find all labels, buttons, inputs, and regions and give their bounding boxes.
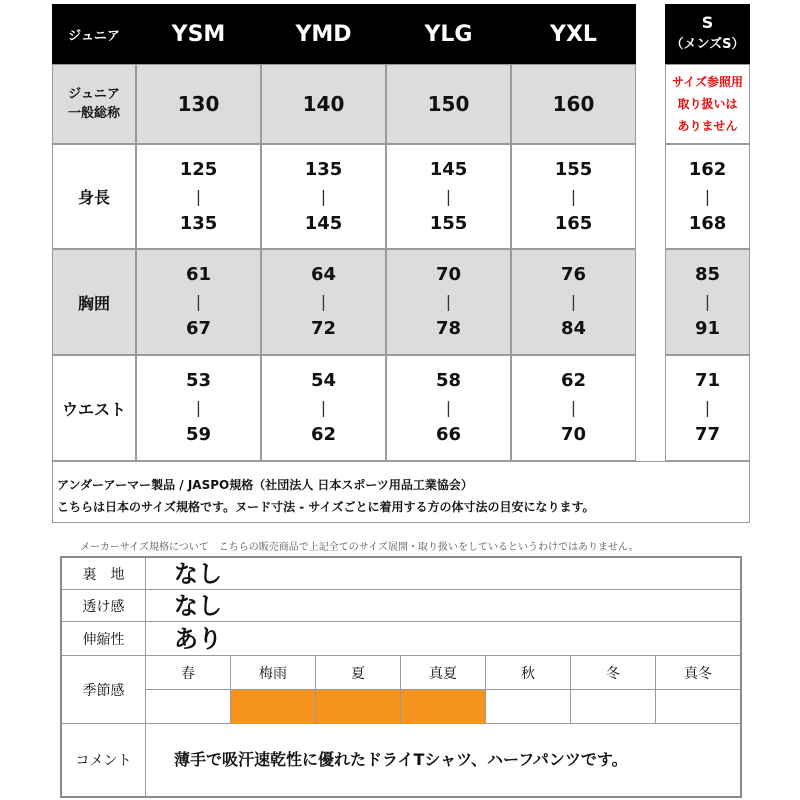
range-min: 70: [435, 264, 462, 285]
comment-value: 薄手で吸汗速乾性に優れたドライTシャツ、ハーフパンツです。: [174, 750, 628, 769]
season-indicator-midsummer: [401, 690, 486, 724]
range-min: 61: [185, 264, 212, 285]
range-max: 145: [304, 212, 343, 234]
range-max: 59: [185, 424, 212, 445]
range-separator: |: [195, 292, 202, 311]
mens-size-letter: S: [701, 13, 714, 32]
range-max: 72: [310, 318, 337, 339]
row-label-general-line1: ジュニア: [68, 87, 120, 102]
maker-size-disclaimer: メーカーサイズ規格について こちらの販売商品で上記全てのサイズ展開・取り扱いをしているというわけではありません。: [80, 542, 639, 553]
range-max: 168: [688, 212, 727, 234]
season-indicator-summer: [316, 690, 401, 724]
range-separator: |: [570, 186, 577, 206]
season-spring: 春: [146, 656, 231, 689]
range-separator: |: [704, 398, 711, 417]
height-range-ysm: [136, 144, 261, 249]
transparency-value: なし: [146, 590, 740, 622]
general-value-ysm: 130: [136, 64, 261, 144]
mens-general-note: [665, 64, 750, 144]
range-separator: |: [195, 186, 202, 206]
waist-range-ymd: [261, 355, 386, 461]
chest-range-yxl: [511, 249, 636, 355]
height-range-mens: [665, 144, 750, 249]
stretch-label: 伸縮性: [62, 622, 146, 656]
height-range-yxl: [511, 144, 636, 249]
range-max: 91: [694, 318, 721, 339]
season-midwinter: 真冬: [684, 665, 712, 682]
lining-label: 裏 地: [62, 558, 146, 590]
range-separator: |: [320, 398, 327, 417]
general-value-ylg: 150: [386, 64, 511, 144]
range-separator: |: [320, 292, 327, 311]
note-line-standard: アンダーアーマー製品 / JASPO規格（社団法人 日本スポーツ用品工業協会）: [57, 478, 473, 492]
range-separator: |: [704, 186, 711, 206]
range-max: 67: [185, 318, 212, 339]
range-separator: |: [445, 186, 452, 206]
chest-range-ysm: [136, 249, 261, 355]
mens-note-line2: 取り扱いは: [677, 97, 738, 111]
chest-range-ylg: [386, 249, 511, 355]
range-separator: |: [445, 398, 452, 417]
general-value-ymd: 140: [261, 64, 386, 144]
lining-value: なし: [146, 558, 740, 590]
mens-note-line3: ありません: [677, 119, 738, 133]
range-separator: |: [195, 398, 202, 417]
season-indicator-winter: [571, 690, 656, 724]
range-separator: |: [570, 292, 577, 311]
header-size-ysm: YSM: [136, 4, 261, 64]
range-min: 54: [310, 370, 337, 391]
product-attributes-table: [60, 556, 742, 798]
season-name-row: [146, 656, 740, 690]
waist-range-yxl: [511, 355, 636, 461]
season-indicator-midwinter: [656, 690, 740, 724]
height-range-ymd: [261, 144, 386, 249]
range-min: 53: [185, 370, 212, 391]
row-label-general-line2: 一般総称: [67, 106, 120, 121]
mens-size-caption: （メンズS）: [670, 37, 745, 52]
range-min: 76: [560, 264, 587, 285]
season-indicator-spring: [146, 690, 231, 724]
season-rainy: 梅雨: [231, 656, 316, 689]
season-winter: 冬: [571, 656, 656, 689]
range-max: 155: [429, 212, 468, 234]
range-max: 135: [179, 212, 218, 234]
header-size-ylg: YLG: [386, 4, 511, 64]
range-min: 71: [694, 370, 721, 391]
range-max: 62: [310, 424, 337, 445]
range-min: 125: [179, 158, 218, 180]
range-min: 145: [429, 158, 468, 180]
range-separator: |: [704, 292, 711, 311]
range-max: 66: [435, 424, 462, 445]
header-size-ymd: YMD: [261, 4, 386, 64]
waist-range-ylg: [386, 355, 511, 461]
row-label-general: [52, 64, 136, 144]
waist-range-ysm: [136, 355, 261, 461]
season-indicator-rainy: [231, 690, 316, 724]
size-standard-note: [52, 461, 750, 523]
range-max: 77: [694, 424, 721, 445]
height-range-ylg: [386, 144, 511, 249]
row-label-height: 身長: [52, 144, 136, 249]
row-label-chest: 胸囲: [52, 249, 136, 355]
chest-range-mens: [665, 249, 750, 355]
header-size-mens-s: [665, 4, 750, 64]
note-line-nude-size: こちらは日本のサイズ規格です。ヌード寸法 - サイズごとに着用する方の体寸法の目安になります。: [57, 500, 595, 514]
range-separator: |: [445, 292, 452, 311]
transparency-label: 透け感: [62, 590, 146, 622]
range-min: 64: [310, 264, 337, 285]
season-summer: 夏: [316, 656, 401, 689]
range-max: 165: [554, 212, 593, 234]
range-min: 85: [694, 264, 721, 285]
mens-note-line1: サイズ参照用: [671, 75, 744, 89]
range-min: 62: [560, 370, 587, 391]
header-size-yxl: YXL: [511, 4, 636, 64]
general-value-yxl: 160: [511, 64, 636, 144]
stretch-value: あり: [146, 622, 740, 656]
waist-range-mens: [665, 355, 750, 461]
row-label-waist: ウエスト: [52, 355, 136, 461]
season-midsummer: 真夏: [401, 656, 486, 689]
season-autumn: 秋: [486, 656, 571, 689]
chest-range-ymd: [261, 249, 386, 355]
season-grid: [146, 656, 740, 724]
range-min: 162: [688, 158, 727, 180]
range-min: 155: [554, 158, 593, 180]
range-separator: |: [570, 398, 577, 417]
season-indicator-autumn: [486, 690, 571, 724]
range-max: 78: [435, 318, 462, 339]
range-max: 70: [560, 424, 587, 445]
header-junior-label: ジュニア: [52, 4, 136, 64]
range-separator: |: [320, 186, 327, 206]
range-min: 58: [435, 370, 462, 391]
range-max: 84: [560, 318, 587, 339]
comment-label: コメント: [62, 724, 146, 796]
season-indicator-row: [146, 690, 740, 724]
season-label: 季節感: [62, 656, 146, 724]
range-min: 135: [304, 158, 343, 180]
